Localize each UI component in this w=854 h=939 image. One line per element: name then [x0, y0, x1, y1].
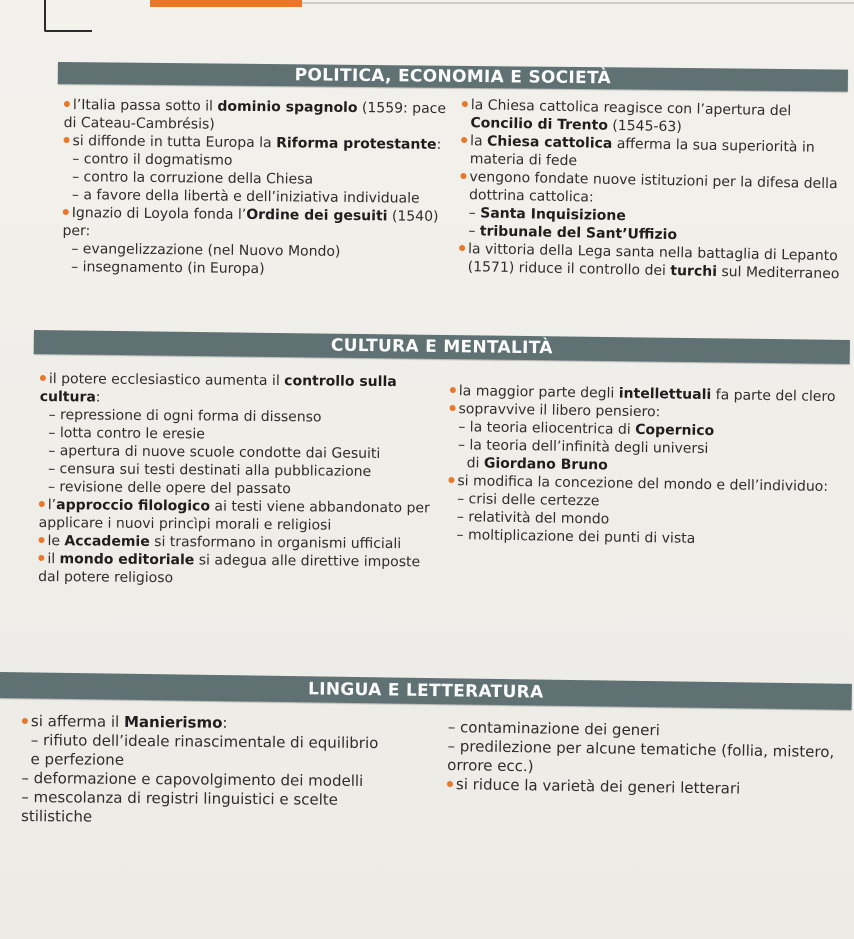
bold-term: controllo sulla — [284, 373, 397, 391]
bold-term: Accademie — [64, 533, 150, 550]
section-politica-right — [459, 96, 843, 283]
text-fragment: dottrina cattolica: — [468, 187, 594, 206]
text-fragment: si diffonde in tutta Europa la — [72, 133, 277, 152]
text-fragment: per: — [62, 222, 91, 240]
bullet-icon — [450, 405, 456, 411]
bold-term: Copernico — [635, 421, 715, 440]
bullet-icon — [38, 537, 44, 543]
bullet-icon — [39, 501, 45, 507]
text-fragment: vengono fondate nuove istituzioni per la difesa della — [469, 169, 838, 193]
text-fragment: – mescolanza di registri linguistici e scelte — [21, 787, 339, 809]
text-fragment: le — [47, 533, 65, 550]
text-fragment: – relatività del mondo — [456, 509, 610, 528]
text-fragment: fa parte del clero — [711, 387, 836, 406]
text-fragment: afferma la sua superiorità in — [612, 135, 815, 156]
section-lingua-left — [21, 712, 379, 829]
text-fragment: si afferma il — [30, 712, 125, 731]
text-fragment: di Cateau-Cambrésis) — [63, 114, 215, 133]
text-fragment: – insegnamento (in Europa) — [71, 259, 265, 278]
bold-term: Riforma protestante — [276, 135, 437, 153]
bullet-icon — [462, 101, 468, 107]
text-fragment: – deformazione e capovolgimento dei modelli — [21, 768, 364, 790]
text-fragment: – a favore della libertà e dell’iniziativa individuale — [71, 187, 420, 207]
bullet-icon — [63, 209, 69, 215]
text-fragment: : — [436, 136, 442, 153]
text-fragment: – censura sui testi destinati alla pubblicazione — [48, 461, 372, 480]
text-fragment: – contro la corruzione della Chiesa — [72, 169, 314, 188]
bullet-icon — [459, 245, 465, 251]
text-fragment: la — [469, 133, 488, 150]
bullet-icon — [64, 137, 70, 143]
text-fragment: applicare i nuovi princìpi morali e religiosi — [38, 514, 332, 534]
bullet-icon — [450, 387, 456, 393]
text-fragment: – contaminazione dei generi — [447, 718, 660, 740]
text-fragment: materia di fede — [469, 151, 578, 170]
bullet-icon — [461, 137, 467, 143]
text-fragment: si trasformano in organismi ufficiali — [149, 533, 402, 553]
bold-term: Ordine dei gesuiti — [246, 206, 388, 225]
bold-term: tribunale del Sant’Uffizio — [479, 223, 678, 244]
bold-term: Giordano Bruno — [483, 455, 608, 474]
text-fragment: la vittoria della Lega santa nella battaglia di Lepanto — [467, 241, 838, 265]
bold-term: Santa Inquisizione — [480, 205, 626, 225]
text-fragment: Ignazio di Loyola fonda l’ — [71, 205, 247, 223]
text-fragment: – evangelizzazione (nel Nuovo Mondo) — [71, 241, 341, 260]
text-fragment: (1540) — [387, 208, 439, 225]
text-fragment: – apertura di nuove scuole condotte dai Gesuiti — [48, 443, 381, 462]
text-fragment: – contro il dogmatismo — [72, 151, 233, 169]
text-fragment: (1559: pace — [357, 100, 447, 118]
text-line — [62, 258, 444, 280]
text-fragment: – la teoria dell’infinità degli universi — [457, 437, 709, 458]
text-fragment: sul Mediterraneo — [716, 263, 840, 283]
text-fragment: si modifica la concezione del mondo e dell’individuo: — [457, 473, 829, 495]
bullet-icon — [447, 781, 453, 787]
bold-term: mondo editoriale — [59, 551, 195, 569]
orange-accent-bar — [150, 0, 302, 7]
text-fragment: stilistiche — [21, 806, 93, 826]
text-fragment: – — [468, 205, 481, 222]
text-fragment: l’ — [47, 497, 57, 514]
text-line — [38, 568, 429, 589]
text-fragment: – lotta contro le eresie — [48, 425, 205, 443]
section-politica-left — [62, 96, 446, 280]
text-fragment: l’Italia passa sotto il — [72, 97, 218, 115]
text-fragment: si riduce la varietà dei generi letterari — [455, 775, 741, 798]
text-fragment: – revisione delle opere del passato — [47, 479, 291, 498]
bold-term: intellettuali — [618, 385, 712, 404]
text-fragment: : — [95, 389, 101, 406]
text-fragment: – predilezione per alcune tematiche (follia, mistero, — [447, 736, 835, 762]
text-fragment: si adegua alle direttive imposte — [194, 552, 421, 571]
text-fragment: il potere ecclesiastico aumenta il — [48, 371, 285, 390]
bullet-icon — [22, 718, 28, 724]
text-fragment: la Chiesa cattolica reagisce con l’apertura del — [470, 97, 792, 120]
text-fragment: : — [222, 713, 228, 732]
text-fragment: la maggior parte degli — [458, 383, 619, 402]
text-fragment: il — [47, 551, 60, 568]
section-header-lingua: LINGUA E LETTERATURA — [0, 672, 852, 710]
text-fragment: sopravvive il libero pensiero: — [458, 401, 661, 421]
text-fragment: – repressione di ogni forma di dissenso — [48, 407, 322, 426]
text-fragment: e perfezione — [30, 750, 125, 769]
section-cultura-left — [38, 370, 431, 589]
bullet-icon — [64, 101, 70, 107]
bold-term: Concilio di Trento — [470, 115, 609, 134]
bold-term: Manierismo — [123, 712, 223, 732]
text-fragment: ai testi viene abbandonato per — [209, 498, 430, 517]
section-header-cultura: CULTURA E MENTALITÀ — [34, 330, 850, 364]
text-fragment: – crisi delle certezze — [457, 491, 600, 510]
text-fragment: – rifiuto dell’ideale rinascimentale di equilibrio — [30, 731, 379, 753]
text-fragment: orrore ecc.) — [447, 755, 534, 776]
text-fragment: – moltiplicazione dei punti di vista — [456, 527, 696, 547]
top-rule — [302, 2, 854, 4]
section-header-politica: POLITICA, ECONOMIA E SOCIETÀ — [58, 62, 848, 92]
text-fragment: – la teoria eliocentrica di — [458, 419, 636, 438]
bold-term: turchi — [670, 263, 718, 280]
bold-term: dominio spagnolo — [217, 98, 358, 117]
section-lingua-right — [447, 718, 835, 800]
bullet-icon — [38, 555, 44, 561]
corner-mark — [44, 0, 92, 32]
text-fragment: (1571) riduce il controllo dei — [467, 259, 671, 280]
text-fragment: – — [468, 223, 481, 240]
bullet-icon — [448, 477, 454, 483]
bold-term: cultura — [39, 388, 96, 406]
section-cultura-right — [447, 382, 835, 550]
text-fragment: dal potere religioso — [38, 568, 174, 587]
bold-term: Chiesa cattolica — [486, 133, 613, 152]
bullet-icon — [40, 375, 46, 381]
text-fragment: di — [466, 455, 485, 472]
bold-term: approccio filologico — [56, 497, 211, 515]
text-line — [21, 807, 378, 829]
bullet-icon — [460, 173, 466, 179]
text-fragment: (1545-63) — [607, 117, 682, 136]
